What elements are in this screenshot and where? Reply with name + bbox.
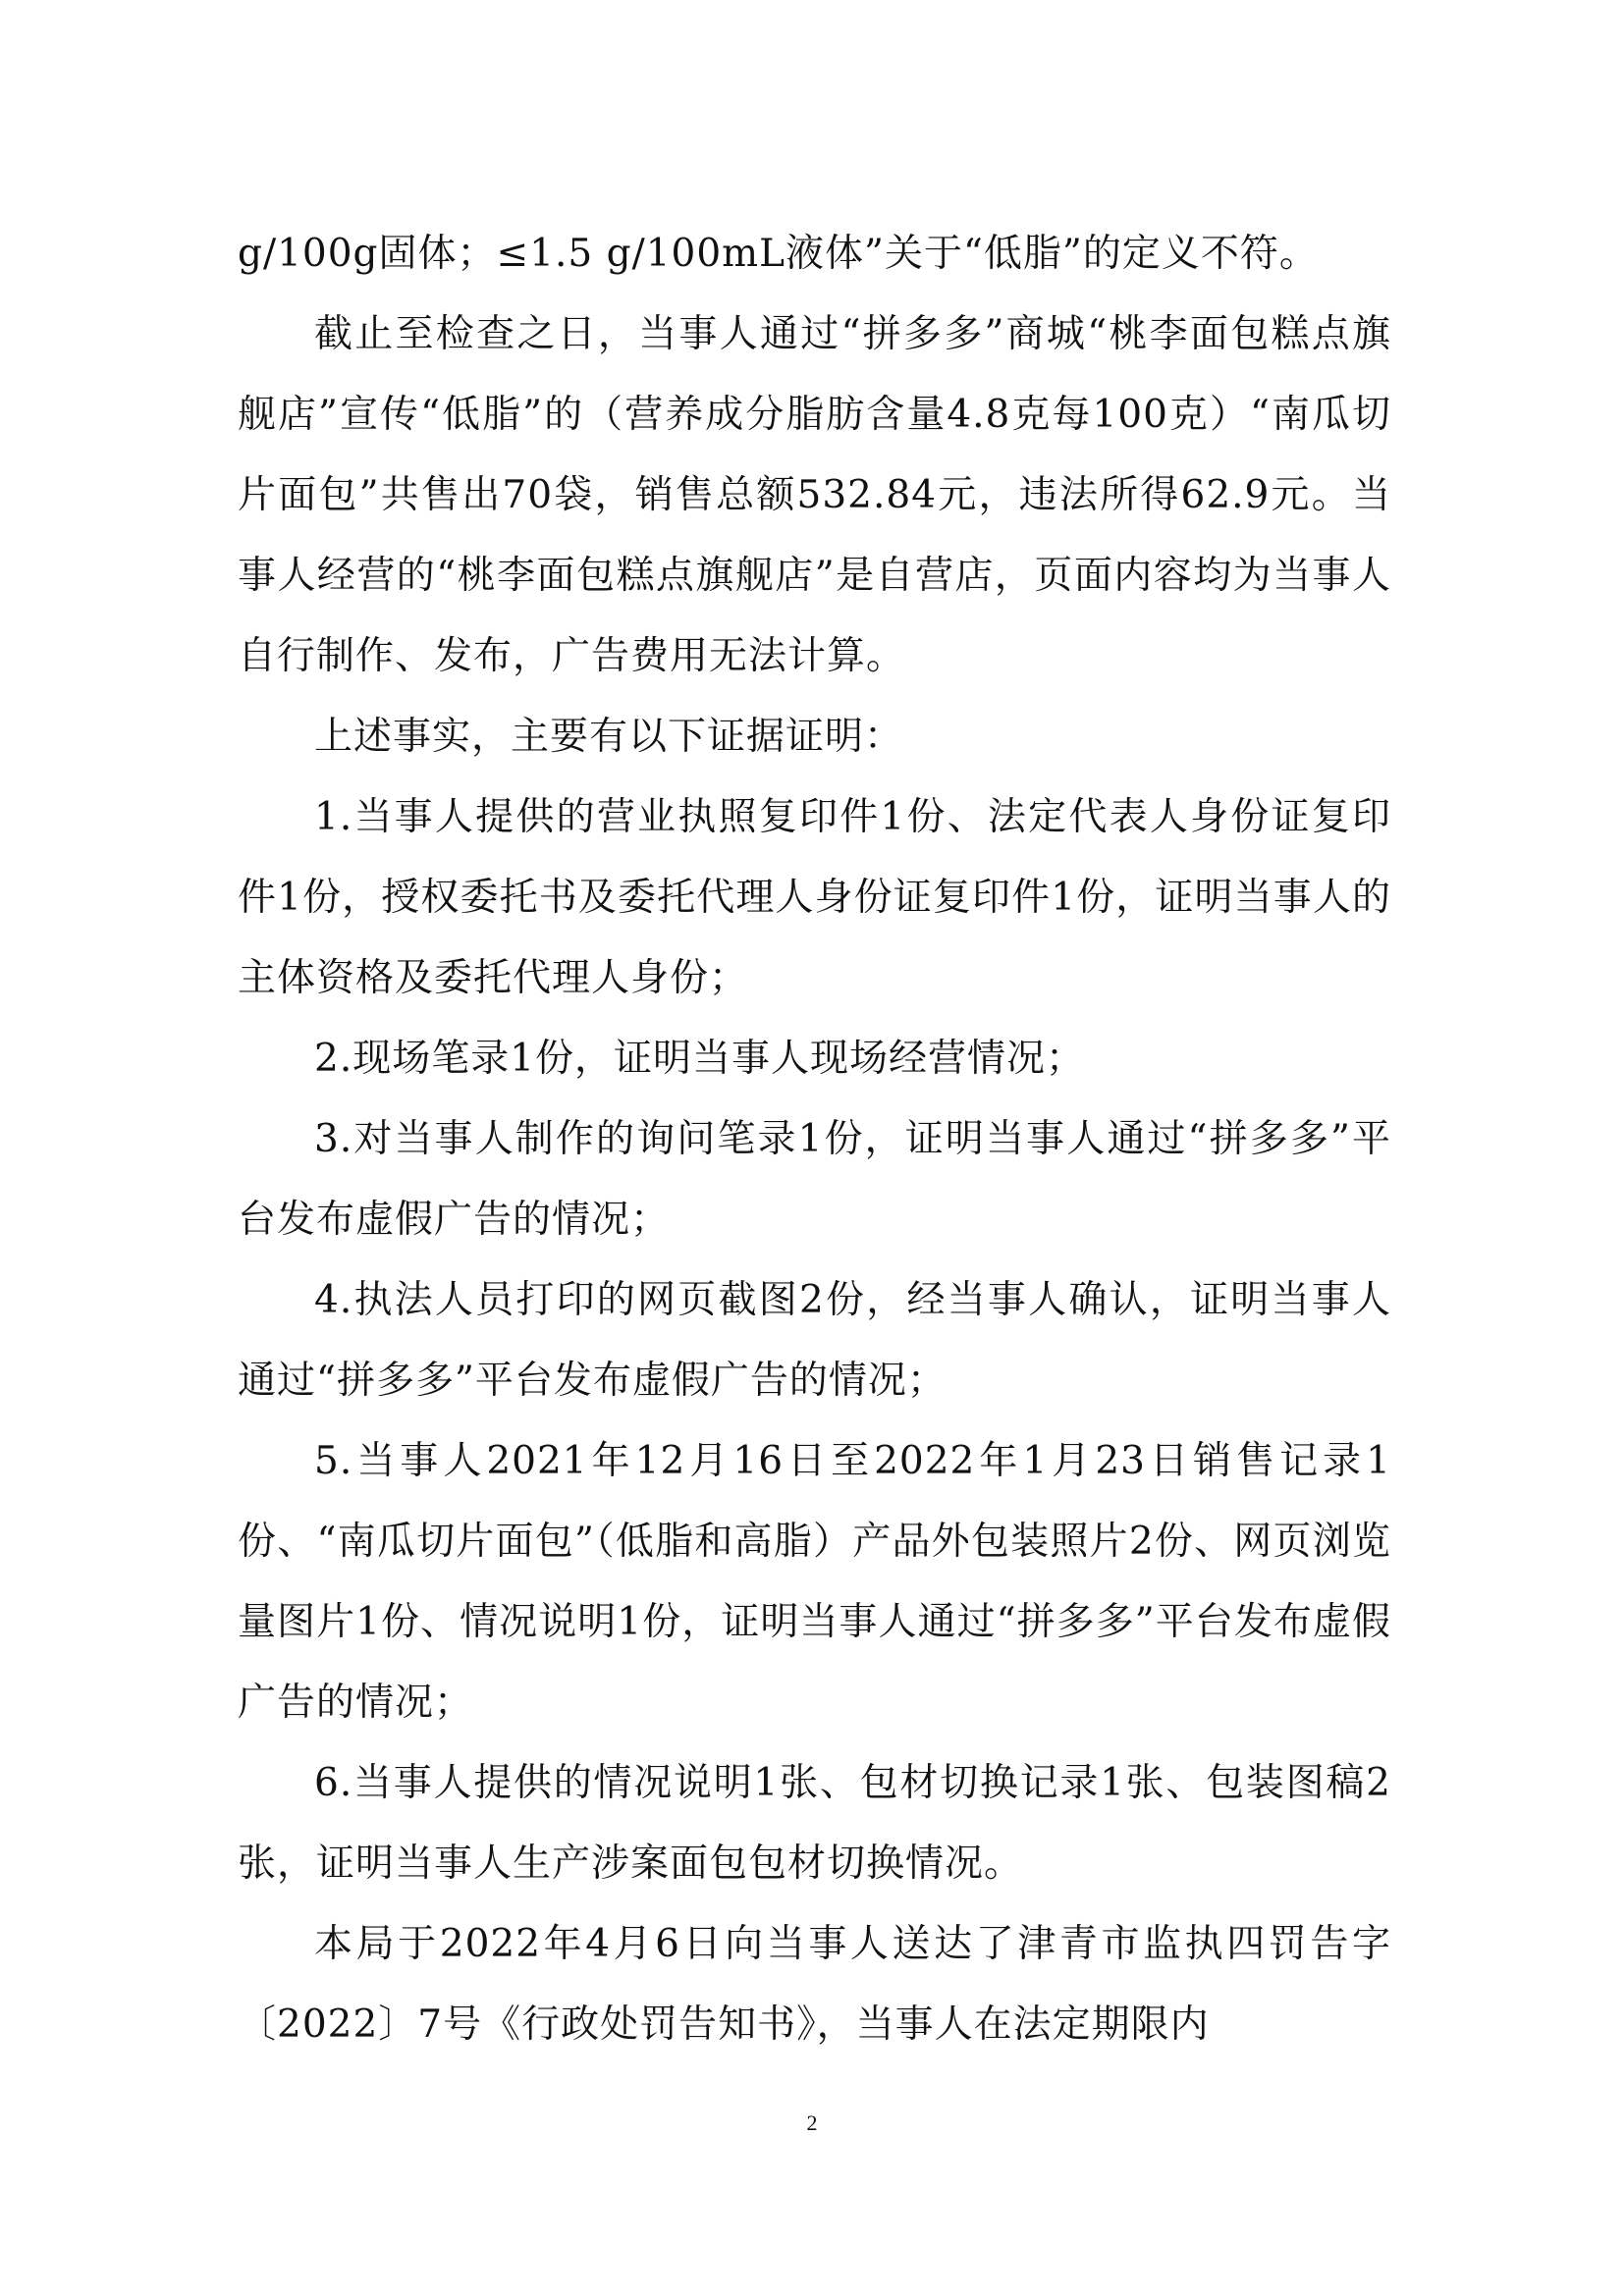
evidence-item-1: 1.当事人提供的营业执照复印件1份、法定代表人身份证复印件1份，授权委托书及委托代理人身份证复印件1份，证明当事人的主体资格及委托代理人身份；: [238, 795, 1391, 1000]
paragraph-continuation: g/100g固体；≤1.5 g/100mL液体”关于“低脂”的定义不符。: [238, 232, 1319, 276]
evidence-item-6: 6.当事人提供的情况说明1张、包材切换记录1张、包装图稿2张，证明当事人生产涉案面包包材切换情况。: [238, 1761, 1391, 1886]
paragraph-evidence-intro: 上述事实，主要有以下证据证明：: [314, 715, 904, 759]
evidence-item-2: 2.现场笔录1份，证明当事人现场经营情况；: [314, 1037, 1086, 1081]
paragraph-notice-served: 本局于2022年4月6日向当事人送达了津青市监执四罚告字〔2022〕7号《行政处罚告知书》，当事人在法定期限内: [238, 1922, 1391, 2047]
page-number: 2: [806, 2110, 818, 2135]
evidence-item-4: 4.执法人员打印的网页截图2份，经当事人确认，证明当事人通过“拼多多”平台发布虚假广告的情况；: [238, 1278, 1391, 1403]
paragraph-sales-facts: 截止至检查之日，当事人通过“拼多多”商城“桃李面包糕点旗舰店”宣传“低脂”的（营养成分脂肪含量4.8克每100克）“南瓜切片面包”共售出70袋，销售总额532.84元，违法所得62.9元。当事人经营的“桃李面包糕点旗舰店”是自营店，页面内容均为当事人自行制作、发布，广告费用无法计算。: [238, 312, 1391, 678]
evidence-item-3: 3.对当事人制作的询问笔录1份，证明当事人通过“拼多多”平台发布虚假广告的情况；: [238, 1117, 1391, 1242]
evidence-item-5: 5.当事人2021年12月16日至2022年1月23日销售记录1份、“南瓜切片面包”（低脂和高脂）产品外包装照片2份、网页浏览量图片1份、情况说明1份，证明当事人通过“拼多多”平台发布虚假广告的情况；: [238, 1439, 1391, 1725]
body-text: [238, 214, 1391, 2065]
